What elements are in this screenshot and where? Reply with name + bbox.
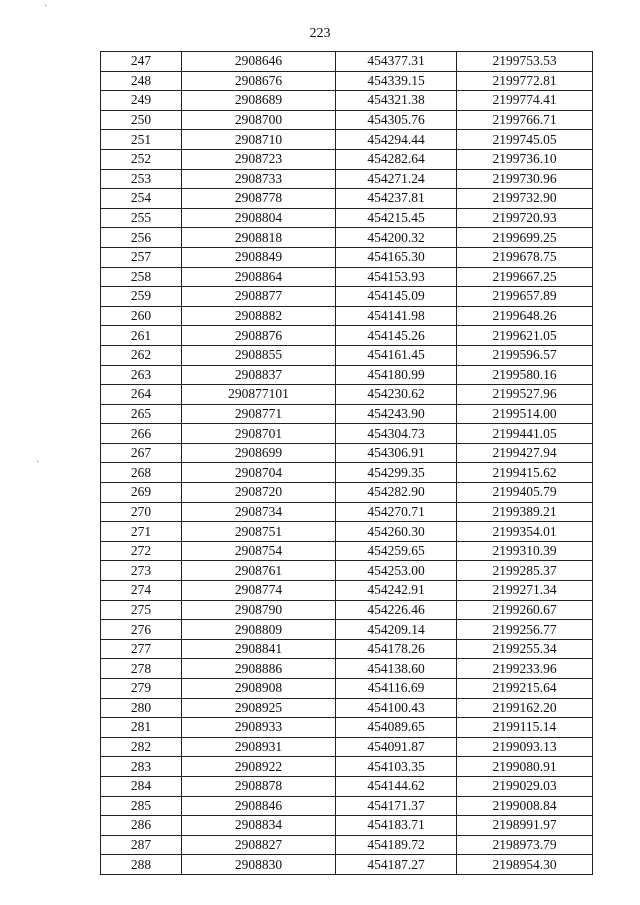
x-coordinate-cell: 454161.45 <box>336 345 457 365</box>
x-coordinate-cell: 454187.27 <box>336 855 457 875</box>
point-number-cell: 270 <box>101 502 182 522</box>
point-id-cell: 2908771 <box>182 404 336 424</box>
table-row <box>101 483 593 503</box>
x-coordinate-cell: 454100.43 <box>336 698 457 718</box>
point-id-cell: 2908925 <box>182 698 336 718</box>
coordinates-table <box>100 51 593 875</box>
x-coordinate-cell: 454282.90 <box>336 483 457 503</box>
point-id-cell: 2908855 <box>182 345 336 365</box>
x-coordinate-cell: 454299.35 <box>336 463 457 483</box>
table-row <box>101 385 593 405</box>
table-row <box>101 149 593 169</box>
y-coordinate-cell: 2198973.79 <box>457 835 593 855</box>
x-coordinate-cell: 454153.93 <box>336 267 457 287</box>
point-number-cell: 258 <box>101 267 182 287</box>
y-coordinate-cell: 2199233.96 <box>457 659 593 679</box>
point-id-cell: 2908704 <box>182 463 336 483</box>
y-coordinate-cell: 2199580.16 <box>457 365 593 385</box>
x-coordinate-cell: 454189.72 <box>336 835 457 855</box>
point-id-cell: 2908734 <box>182 502 336 522</box>
point-id-cell: 2908699 <box>182 443 336 463</box>
table-row <box>101 718 593 738</box>
table-row <box>101 639 593 659</box>
point-id-cell: 2908922 <box>182 757 336 777</box>
point-id-cell: 2908720 <box>182 483 336 503</box>
y-coordinate-cell: 2199527.96 <box>457 385 593 405</box>
point-id-cell: 2908886 <box>182 659 336 679</box>
x-coordinate-cell: 454230.62 <box>336 385 457 405</box>
point-id-cell: 2908878 <box>182 776 336 796</box>
x-coordinate-cell: 454321.38 <box>336 91 457 111</box>
x-coordinate-cell: 454171.37 <box>336 796 457 816</box>
point-id-cell: 2908933 <box>182 718 336 738</box>
point-id-cell: 2908701 <box>182 424 336 444</box>
point-id-cell: 2908809 <box>182 620 336 640</box>
x-coordinate-cell: 454103.35 <box>336 757 457 777</box>
table-row <box>101 443 593 463</box>
table-row <box>101 169 593 189</box>
point-number-cell: 252 <box>101 149 182 169</box>
point-number-cell: 269 <box>101 483 182 503</box>
point-number-cell: 287 <box>101 835 182 855</box>
point-number-cell: 286 <box>101 816 182 836</box>
x-coordinate-cell: 454145.09 <box>336 287 457 307</box>
y-coordinate-cell: 2199720.93 <box>457 208 593 228</box>
table-row <box>101 71 593 91</box>
table-row <box>101 581 593 601</box>
point-number-cell: 262 <box>101 345 182 365</box>
point-number-cell: 264 <box>101 385 182 405</box>
table-row <box>101 796 593 816</box>
table-row <box>101 835 593 855</box>
x-coordinate-cell: 454253.00 <box>336 561 457 581</box>
point-number-cell: 259 <box>101 287 182 307</box>
point-id-cell: 2908841 <box>182 639 336 659</box>
point-id-cell: 2908733 <box>182 169 336 189</box>
y-coordinate-cell: 2199093.13 <box>457 737 593 757</box>
point-id-cell: 290877101 <box>182 385 336 405</box>
table-row <box>101 463 593 483</box>
y-coordinate-cell: 2199596.57 <box>457 345 593 365</box>
point-id-cell: 2908761 <box>182 561 336 581</box>
point-id-cell: 2908834 <box>182 816 336 836</box>
point-number-cell: 265 <box>101 404 182 424</box>
point-number-cell: 268 <box>101 463 182 483</box>
point-id-cell: 2908676 <box>182 71 336 91</box>
x-coordinate-cell: 454306.91 <box>336 443 457 463</box>
point-id-cell: 2908864 <box>182 267 336 287</box>
table-row <box>101 306 593 326</box>
x-coordinate-cell: 454145.26 <box>336 326 457 346</box>
x-coordinate-cell: 454209.14 <box>336 620 457 640</box>
point-number-cell: 280 <box>101 698 182 718</box>
point-id-cell: 2908908 <box>182 679 336 699</box>
point-number-cell: 263 <box>101 365 182 385</box>
y-coordinate-cell: 2199215.64 <box>457 679 593 699</box>
table-row <box>101 345 593 365</box>
y-coordinate-cell: 2199699.25 <box>457 228 593 248</box>
table-row <box>101 189 593 209</box>
y-coordinate-cell: 2199260.67 <box>457 600 593 620</box>
x-coordinate-cell: 454294.44 <box>336 130 457 150</box>
point-number-cell: 254 <box>101 189 182 209</box>
point-number-cell: 261 <box>101 326 182 346</box>
y-coordinate-cell: 2199256.77 <box>457 620 593 640</box>
point-id-cell: 2908804 <box>182 208 336 228</box>
table-row <box>101 110 593 130</box>
x-coordinate-cell: 454260.30 <box>336 522 457 542</box>
table-row <box>101 267 593 287</box>
point-id-cell: 2908646 <box>182 52 336 72</box>
table-row <box>101 659 593 679</box>
table-row <box>101 326 593 346</box>
point-number-cell: 273 <box>101 561 182 581</box>
x-coordinate-cell: 454144.62 <box>336 776 457 796</box>
x-coordinate-cell: 454141.98 <box>336 306 457 326</box>
y-coordinate-cell: 2199029.03 <box>457 776 593 796</box>
y-coordinate-cell: 2199766.71 <box>457 110 593 130</box>
point-number-cell: 278 <box>101 659 182 679</box>
point-number-cell: 251 <box>101 130 182 150</box>
table-row <box>101 698 593 718</box>
table-row <box>101 541 593 561</box>
y-coordinate-cell: 2199415.62 <box>457 463 593 483</box>
x-coordinate-cell: 454165.30 <box>336 247 457 267</box>
y-coordinate-cell: 2199514.00 <box>457 404 593 424</box>
y-coordinate-cell: 2199774.41 <box>457 91 593 111</box>
y-coordinate-cell: 2199441.05 <box>457 424 593 444</box>
table-row <box>101 816 593 836</box>
point-id-cell: 2908689 <box>182 91 336 111</box>
x-coordinate-cell: 454270.71 <box>336 502 457 522</box>
point-id-cell: 2908931 <box>182 737 336 757</box>
point-number-cell: 282 <box>101 737 182 757</box>
y-coordinate-cell: 2199080.91 <box>457 757 593 777</box>
x-coordinate-cell: 454271.24 <box>336 169 457 189</box>
point-number-cell: 281 <box>101 718 182 738</box>
table-row <box>101 600 593 620</box>
table-row <box>101 228 593 248</box>
y-coordinate-cell: 2199285.37 <box>457 561 593 581</box>
point-number-cell: 253 <box>101 169 182 189</box>
table-row <box>101 522 593 542</box>
y-coordinate-cell: 2199753.53 <box>457 52 593 72</box>
y-coordinate-cell: 2199389.21 <box>457 502 593 522</box>
table-row <box>101 130 593 150</box>
y-coordinate-cell: 2199115.14 <box>457 718 593 738</box>
x-coordinate-cell: 454226.46 <box>336 600 457 620</box>
point-number-cell: 271 <box>101 522 182 542</box>
y-coordinate-cell: 2198954.30 <box>457 855 593 875</box>
point-number-cell: 248 <box>101 71 182 91</box>
point-number-cell: 276 <box>101 620 182 640</box>
point-id-cell: 2908846 <box>182 796 336 816</box>
y-coordinate-cell: 2199657.89 <box>457 287 593 307</box>
table-row <box>101 679 593 699</box>
point-id-cell: 2908876 <box>182 326 336 346</box>
x-coordinate-cell: 454259.65 <box>336 541 457 561</box>
point-number-cell: 260 <box>101 306 182 326</box>
x-coordinate-cell: 454339.15 <box>336 71 457 91</box>
point-id-cell: 2908849 <box>182 247 336 267</box>
point-id-cell: 2908778 <box>182 189 336 209</box>
table-row <box>101 561 593 581</box>
y-coordinate-cell: 2199730.96 <box>457 169 593 189</box>
point-number-cell: 256 <box>101 228 182 248</box>
x-coordinate-cell: 454242.91 <box>336 581 457 601</box>
y-coordinate-cell: 2199427.94 <box>457 443 593 463</box>
point-id-cell: 2908774 <box>182 581 336 601</box>
y-coordinate-cell: 2199736.10 <box>457 149 593 169</box>
y-coordinate-cell: 2199162.20 <box>457 698 593 718</box>
table-row <box>101 52 593 72</box>
y-coordinate-cell: 2199678.75 <box>457 247 593 267</box>
table-row <box>101 855 593 875</box>
y-coordinate-cell: 2199732.90 <box>457 189 593 209</box>
table-row <box>101 737 593 757</box>
x-coordinate-cell: 454138.60 <box>336 659 457 679</box>
point-id-cell: 2908830 <box>182 855 336 875</box>
point-number-cell: 283 <box>101 757 182 777</box>
table-row <box>101 365 593 385</box>
point-number-cell: 272 <box>101 541 182 561</box>
point-number-cell: 274 <box>101 581 182 601</box>
table-row <box>101 287 593 307</box>
y-coordinate-cell: 2199648.26 <box>457 306 593 326</box>
x-coordinate-cell: 454200.32 <box>336 228 457 248</box>
point-id-cell: 2908877 <box>182 287 336 307</box>
point-id-cell: 2908837 <box>182 365 336 385</box>
x-coordinate-cell: 454305.76 <box>336 110 457 130</box>
point-id-cell: 2908710 <box>182 130 336 150</box>
x-coordinate-cell: 454091.87 <box>336 737 457 757</box>
table-row <box>101 208 593 228</box>
table-row <box>101 502 593 522</box>
point-id-cell: 2908882 <box>182 306 336 326</box>
point-id-cell: 2908751 <box>182 522 336 542</box>
table-row <box>101 247 593 267</box>
point-number-cell: 288 <box>101 855 182 875</box>
point-number-cell: 266 <box>101 424 182 444</box>
table-row <box>101 620 593 640</box>
point-id-cell: 2908700 <box>182 110 336 130</box>
table-body <box>101 52 593 875</box>
x-coordinate-cell: 454178.26 <box>336 639 457 659</box>
y-coordinate-cell: 2199255.34 <box>457 639 593 659</box>
y-coordinate-cell: 2199667.25 <box>457 267 593 287</box>
x-coordinate-cell: 454304.73 <box>336 424 457 444</box>
point-id-cell: 2908723 <box>182 149 336 169</box>
x-coordinate-cell: 454243.90 <box>336 404 457 424</box>
point-number-cell: 275 <box>101 600 182 620</box>
point-id-cell: 2908790 <box>182 600 336 620</box>
point-number-cell: 250 <box>101 110 182 130</box>
point-number-cell: 249 <box>101 91 182 111</box>
y-coordinate-cell: 2199310.39 <box>457 541 593 561</box>
x-coordinate-cell: 454237.81 <box>336 189 457 209</box>
table-row <box>101 91 593 111</box>
y-coordinate-cell: 2199008.84 <box>457 796 593 816</box>
y-coordinate-cell: 2199772.81 <box>457 71 593 91</box>
point-number-cell: 255 <box>101 208 182 228</box>
y-coordinate-cell: 2199745.05 <box>457 130 593 150</box>
x-coordinate-cell: 454282.64 <box>336 149 457 169</box>
x-coordinate-cell: 454089.65 <box>336 718 457 738</box>
table-row <box>101 757 593 777</box>
point-id-cell: 2908818 <box>182 228 336 248</box>
table-row <box>101 424 593 444</box>
y-coordinate-cell: 2199405.79 <box>457 483 593 503</box>
point-number-cell: 267 <box>101 443 182 463</box>
x-coordinate-cell: 454116.69 <box>336 679 457 699</box>
point-number-cell: 257 <box>101 247 182 267</box>
y-coordinate-cell: 2199621.05 <box>457 326 593 346</box>
point-number-cell: 247 <box>101 52 182 72</box>
point-id-cell: 2908827 <box>182 835 336 855</box>
y-coordinate-cell: 2198991.97 <box>457 816 593 836</box>
point-number-cell: 284 <box>101 776 182 796</box>
y-coordinate-cell: 2199354.01 <box>457 522 593 542</box>
x-coordinate-cell: 454377.31 <box>336 52 457 72</box>
point-number-cell: 279 <box>101 679 182 699</box>
point-id-cell: 2908754 <box>182 541 336 561</box>
scan-corner-mark: · <box>44 1 48 12</box>
y-coordinate-cell: 2199271.34 <box>457 581 593 601</box>
scan-margin-mark: · <box>36 457 40 468</box>
x-coordinate-cell: 454215.45 <box>336 208 457 228</box>
x-coordinate-cell: 454180.99 <box>336 365 457 385</box>
point-number-cell: 277 <box>101 639 182 659</box>
x-coordinate-cell: 454183.71 <box>336 816 457 836</box>
table-row <box>101 776 593 796</box>
point-number-cell: 285 <box>101 796 182 816</box>
table-row <box>101 404 593 424</box>
page-number: 223 <box>309 26 331 41</box>
